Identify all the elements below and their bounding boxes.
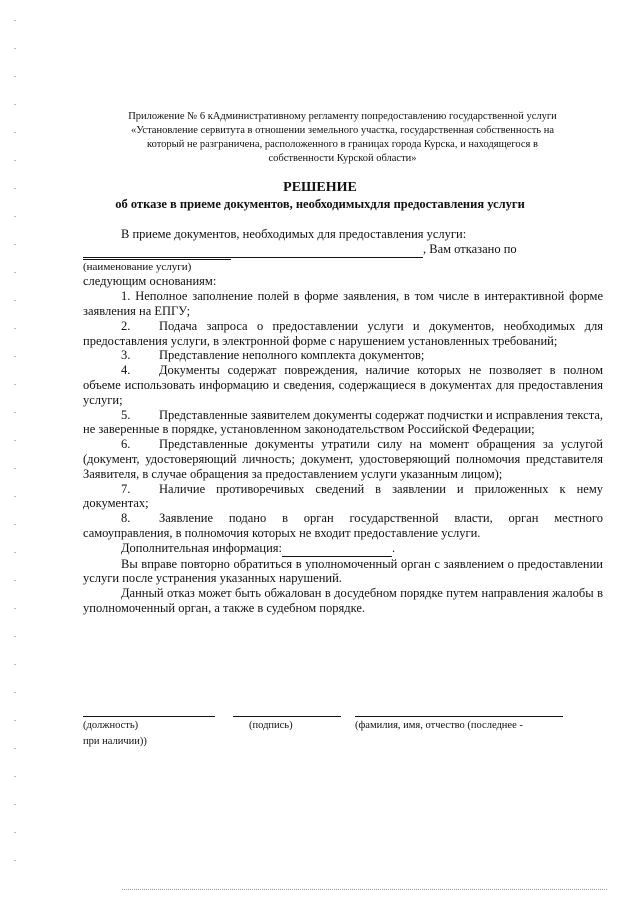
position-line bbox=[83, 716, 215, 717]
scan-bottom-edge bbox=[122, 889, 607, 890]
signature-line bbox=[233, 716, 341, 717]
header-line: который не разграничена, расположенного в границах города Курска, и находящегося в bbox=[147, 139, 538, 150]
document-title: РЕШЕНИЕ bbox=[283, 180, 357, 195]
document-subtitle: об отказе в приеме документов, необходимыхдля предоставления услуги bbox=[115, 197, 525, 211]
fio-line bbox=[355, 716, 563, 717]
list-item: 2. Подача запроса о предоставлении услуги и документов, необходимых для предоставления услуги, в электронной форме с нарушением установленных требований; bbox=[83, 318, 603, 348]
appeal-paragraph: Данный отказ может быть обжалован в досудебном порядке путем направления жалобы в уполномоченный орган, а также в судебном порядке. bbox=[83, 586, 603, 615]
repeat-paragraph: Вы вправе повторно обратиться в уполномоченный орган с заявлением о предоставлении услуги после устранения указанных нарушений. bbox=[83, 556, 603, 586]
header-line: Приложение № 6 кАдминистративному регламенту попредоставлению государственной услуги bbox=[128, 111, 557, 122]
scan-margin-marks bbox=[14, 20, 16, 880]
signature-label: (подпись) bbox=[249, 720, 293, 731]
grounds-label: следующим основаниям: bbox=[83, 274, 217, 289]
service-name-blank bbox=[83, 242, 423, 258]
position-label: (должность) bbox=[83, 720, 139, 731]
appendix-header bbox=[70, 110, 615, 166]
additional-info-blank bbox=[282, 541, 392, 557]
list-item: 8. Заявление подано в орган государственной власти, орган местного самоуправления, в полномочия которых не входит предоставление услуги. bbox=[83, 511, 603, 540]
additional-info: Дополнительная информация: . bbox=[121, 540, 396, 555]
document-body bbox=[83, 227, 603, 616]
list-item: 6. Представленные документы утратили силу на момент обращения за услугой (документ, удостоверяющий личность; документ, удостоверяющий полномочия представителя Заявителя, в случае обращения за предоставлением услуги указанным лицом); bbox=[83, 437, 603, 481]
list-item: 5. Представленные заявителем документы содержат подчистки и исправления текста, не заверенные в порядке, установленном законодательством Российской Федерации; bbox=[83, 407, 603, 437]
header-line: собственности Курской области» bbox=[268, 153, 417, 164]
list-item: 3. Представление неполного комплекта документов; bbox=[121, 348, 425, 363]
list-item: 1. Неполное заполнение полей в форме заявления, в том числе в интерактивной форме заявления на ЕПГУ; bbox=[83, 289, 603, 318]
signature-block bbox=[83, 708, 603, 768]
header-line: «Установление сервитута в отношении земельного участка, государственная собственность на bbox=[131, 125, 554, 136]
list-item: 4. Документы содержат повреждения, наличие которых не позволяет в полном объеме использовать информацию и сведения, содержащиеся в документах для предоставления услуги; bbox=[83, 363, 603, 407]
service-name-line: , Вам отказано по bbox=[83, 242, 603, 258]
fio-label: (фамилия, имя, отчество (последнее - bbox=[355, 720, 523, 731]
fio-label-continued: при наличии)) bbox=[83, 736, 147, 747]
service-name-note: (наименование услуги) bbox=[83, 259, 231, 275]
list-item: 7. Наличие противоречивых сведений в заявлении и приложенных к нему документах; bbox=[83, 481, 603, 511]
intro-line: В приеме документов, необходимых для предоставления услуги: bbox=[121, 227, 467, 241]
